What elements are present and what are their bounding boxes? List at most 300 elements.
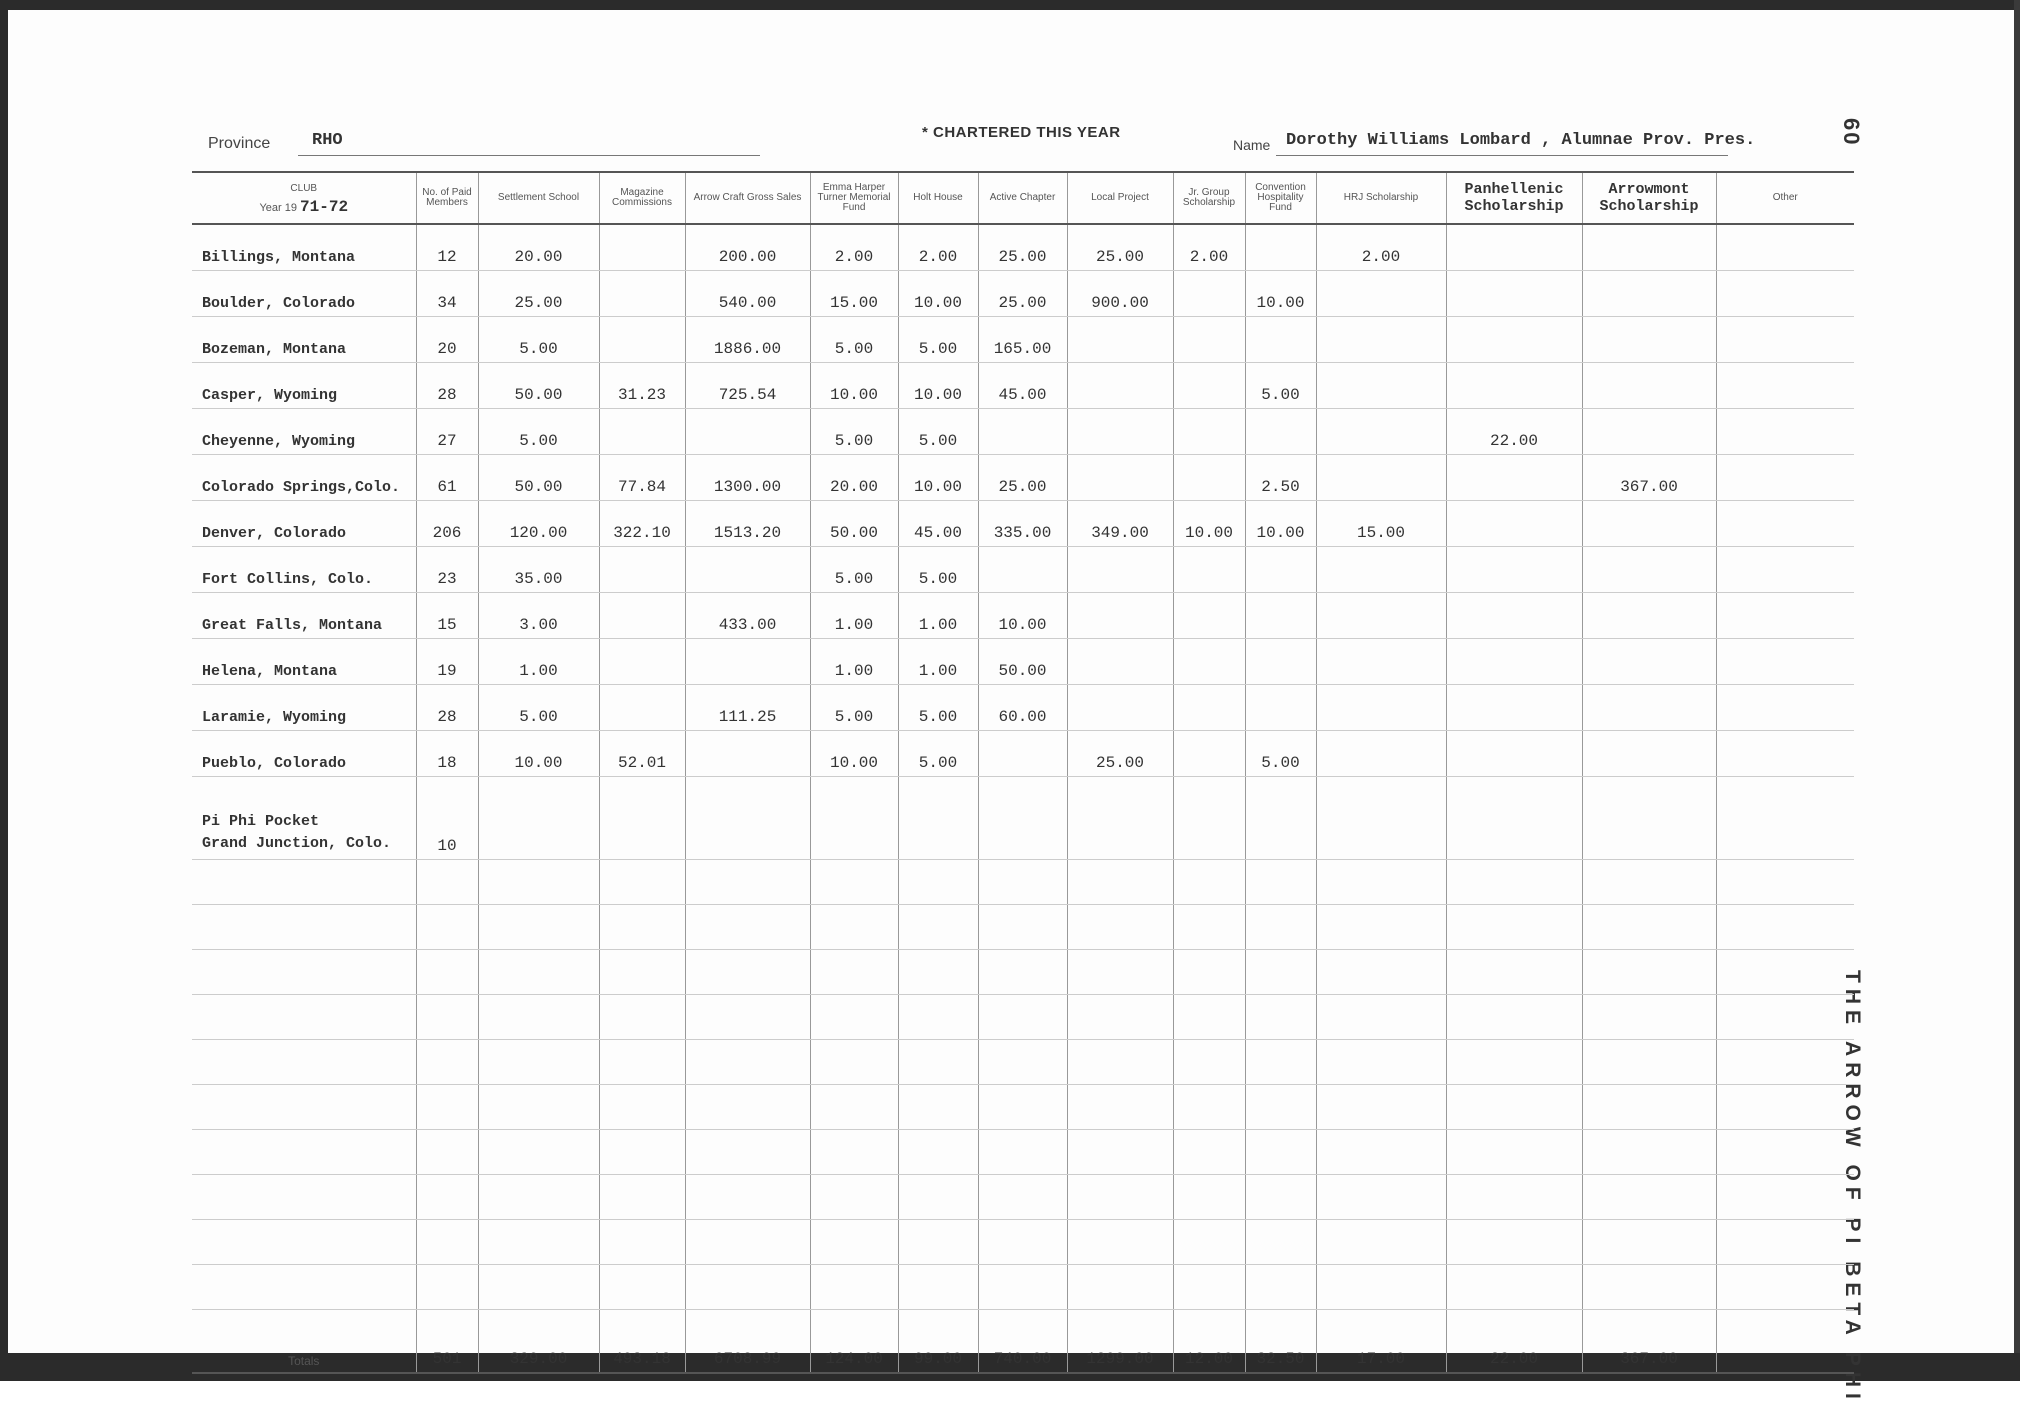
club-name: Great Falls, Montana [192, 593, 416, 639]
table-cell: 10.00 [1245, 271, 1316, 317]
empty-cell [416, 950, 478, 995]
table-cell [1173, 317, 1245, 363]
province-underline [298, 155, 760, 156]
table-cell: 20 [416, 317, 478, 363]
empty-cell [599, 1265, 685, 1310]
table-cell: 50.00 [810, 501, 898, 547]
club-name: Bozeman, Montana [192, 317, 416, 363]
table-cell [599, 547, 685, 593]
table-cell [1446, 731, 1582, 777]
table-cell: 5.00 [898, 731, 978, 777]
table-cell [1173, 455, 1245, 501]
empty-cell [685, 950, 810, 995]
table-row [192, 593, 1854, 639]
empty-cell [478, 860, 599, 905]
table-cell [1316, 363, 1446, 409]
table-row [192, 777, 1854, 860]
table-cell [1446, 593, 1582, 639]
empty-cell [685, 905, 810, 950]
empty-cell [978, 1175, 1067, 1220]
empty-cell [1173, 1130, 1245, 1175]
table-cell [1067, 317, 1173, 363]
table-cell [685, 731, 810, 777]
table-cell [978, 777, 1067, 860]
empty-cell [1582, 1265, 1716, 1310]
table-cell: 15 [416, 593, 478, 639]
table-cell [1582, 224, 1716, 271]
table-row [192, 455, 1854, 501]
table-cell: 1.00 [478, 639, 599, 685]
club-name: Helena, Montana [192, 639, 416, 685]
table-cell [1067, 639, 1173, 685]
empty-row [192, 950, 1854, 995]
table-cell: 10.00 [898, 271, 978, 317]
name-label: Name [1233, 137, 1271, 153]
table-cell [1446, 639, 1582, 685]
table-cell: 34 [416, 271, 478, 317]
col-arrowmont-scholarship: Arrowmont Scholarship [1582, 172, 1716, 224]
table-cell: 25.00 [1067, 224, 1173, 271]
table-cell [1316, 639, 1446, 685]
table-cell: 19 [416, 639, 478, 685]
club-name: Casper, Wyoming [192, 363, 416, 409]
table-cell [1316, 547, 1446, 593]
table-cell [1446, 501, 1582, 547]
table-cell [1316, 271, 1446, 317]
club-header-label: CLUB [290, 182, 318, 194]
empty-cell [1446, 1040, 1582, 1085]
empty-cell [898, 995, 978, 1040]
col-emma-harper-turner-fund: Emma Harper Turner Memorial Fund [810, 172, 898, 224]
table-cell: 25.00 [978, 455, 1067, 501]
table-cell: 35.00 [478, 547, 599, 593]
table-row [192, 501, 1854, 547]
table-cell [1316, 777, 1446, 860]
empty-cell [599, 860, 685, 905]
table-cell [1582, 409, 1716, 455]
empty-cell [898, 1265, 978, 1310]
empty-cell [1582, 1040, 1716, 1085]
table-row [192, 363, 1854, 409]
totals-label: Totals [192, 1310, 416, 1374]
table-cell: 5.00 [478, 685, 599, 731]
name-underline [1276, 155, 1728, 156]
empty-cell [478, 995, 599, 1040]
table-cell [1173, 547, 1245, 593]
table-cell: 1.00 [810, 593, 898, 639]
empty-cell [1245, 1085, 1316, 1130]
empty-row [192, 1130, 1854, 1175]
empty-cell [416, 905, 478, 950]
empty-row [192, 1175, 1854, 1220]
table-cell: 50.00 [478, 363, 599, 409]
table-cell [1245, 593, 1316, 639]
table-cell: 5.00 [898, 409, 978, 455]
table-cell: 367.00 [1582, 455, 1716, 501]
table-cell [1316, 685, 1446, 731]
empty-cell [1173, 1265, 1245, 1310]
table-cell [478, 777, 599, 860]
table-cell: 15.00 [1316, 501, 1446, 547]
total-cell: 740.00 [978, 1310, 1067, 1374]
empty-cell [192, 1265, 416, 1310]
empty-cell [1245, 1265, 1316, 1310]
table-cell [1582, 685, 1716, 731]
table-cell: 20.00 [810, 455, 898, 501]
table-cell: 335.00 [978, 501, 1067, 547]
table-cell [1316, 455, 1446, 501]
table-cell: 2.50 [1245, 455, 1316, 501]
empty-cell [1716, 1130, 1854, 1175]
table-cell [1716, 685, 1854, 731]
table-cell [1582, 639, 1716, 685]
total-cell [1716, 1310, 1854, 1374]
empty-cell [685, 1040, 810, 1085]
empty-cell [416, 860, 478, 905]
table-cell: 5.00 [810, 547, 898, 593]
empty-cell [898, 1220, 978, 1265]
empty-cell [978, 860, 1067, 905]
table-cell [1316, 317, 1446, 363]
empty-cell [416, 1175, 478, 1220]
empty-cell [599, 950, 685, 995]
table-cell: 165.00 [978, 317, 1067, 363]
empty-cell [1582, 950, 1716, 995]
table-cell: 5.00 [478, 409, 599, 455]
table-cell: 5.00 [898, 547, 978, 593]
table-cell [1582, 731, 1716, 777]
table-row [192, 685, 1854, 731]
table-cell: 725.54 [685, 363, 810, 409]
empty-cell [1067, 1085, 1173, 1130]
table-cell [1716, 593, 1854, 639]
empty-cell [1446, 1085, 1582, 1130]
table-cell: 206 [416, 501, 478, 547]
empty-cell [599, 995, 685, 1040]
table-cell: 2.00 [1316, 224, 1446, 271]
table-cell [599, 593, 685, 639]
empty-cell [1582, 860, 1716, 905]
table-cell: 5.00 [810, 685, 898, 731]
table-cell [685, 547, 810, 593]
total-cell: 367.00 [1582, 1310, 1716, 1374]
table-cell [599, 777, 685, 860]
table-cell [1245, 317, 1316, 363]
empty-cell [1446, 1265, 1582, 1310]
name-value: Dorothy Williams Lombard , Alumnae Prov. Pres. [1286, 131, 1756, 150]
empty-cell [685, 1220, 810, 1265]
table-cell [1067, 593, 1173, 639]
club-name: Cheyenne, Wyoming [192, 409, 416, 455]
club-name: Pi Phi Pocket Grand Junction, Colo. [192, 777, 416, 860]
empty-cell [810, 860, 898, 905]
empty-cell [978, 1130, 1067, 1175]
empty-cell [478, 1175, 599, 1220]
total-cell: 6708.99 [685, 1310, 810, 1374]
empty-cell [1446, 1220, 1582, 1265]
table-cell [1716, 224, 1854, 271]
total-cell: 22.00 [1446, 1310, 1582, 1374]
empty-cell [478, 905, 599, 950]
empty-cell [599, 1220, 685, 1265]
table-cell: 61 [416, 455, 478, 501]
empty-cell [1316, 1040, 1446, 1085]
year-field [192, 197, 416, 216]
table-cell [1446, 777, 1582, 860]
table-cell [1716, 639, 1854, 685]
empty-cell [1716, 860, 1854, 905]
empty-cell [810, 995, 898, 1040]
empty-cell [978, 905, 1067, 950]
table-cell [1245, 777, 1316, 860]
table-cell [1446, 363, 1582, 409]
club-name: Boulder, Colorado [192, 271, 416, 317]
totals-row [192, 1310, 1854, 1374]
table-cell: 15.00 [810, 271, 898, 317]
empty-cell [416, 1265, 478, 1310]
table-cell [1716, 501, 1854, 547]
empty-row [192, 1220, 1854, 1265]
table-cell [978, 731, 1067, 777]
table-cell [1716, 363, 1854, 409]
table-cell: 10 [416, 777, 478, 860]
table-cell: 322.10 [599, 501, 685, 547]
table-cell: 77.84 [599, 455, 685, 501]
club-name: Colorado Springs,Colo. [192, 455, 416, 501]
table-cell: 50.00 [978, 639, 1067, 685]
empty-cell [1716, 1040, 1854, 1085]
table-cell: 200.00 [685, 224, 810, 271]
empty-row [192, 1085, 1854, 1130]
empty-cell [1582, 1175, 1716, 1220]
scan-border-top [0, 0, 2020, 10]
province-label: Province [208, 135, 271, 152]
table-cell: 349.00 [1067, 501, 1173, 547]
club-name: Denver, Colorado [192, 501, 416, 547]
table-cell [1582, 593, 1716, 639]
table-cell [1582, 271, 1716, 317]
col-magazine-commissions: Magazine Commissions [599, 172, 685, 224]
col-panhellenic-scholarship: Panhellenic Scholarship [1446, 172, 1582, 224]
table-cell [1582, 363, 1716, 409]
empty-cell [1582, 1130, 1716, 1175]
empty-cell [1067, 1040, 1173, 1085]
empty-cell [1067, 1130, 1173, 1175]
empty-cell [810, 1040, 898, 1085]
empty-cell [1446, 860, 1582, 905]
empty-cell [685, 995, 810, 1040]
table-cell [898, 777, 978, 860]
total-cell: 17.00 [1316, 1310, 1446, 1374]
table-cell [1173, 363, 1245, 409]
table-cell: 3.00 [478, 593, 599, 639]
table-cell [1245, 639, 1316, 685]
empty-cell [810, 950, 898, 995]
table-cell: 45.00 [978, 363, 1067, 409]
empty-cell [810, 1085, 898, 1130]
empty-cell [599, 905, 685, 950]
empty-cell [978, 1085, 1067, 1130]
table-cell: 31.23 [599, 363, 685, 409]
empty-row [192, 1040, 1854, 1085]
table-cell: 1886.00 [685, 317, 810, 363]
empty-cell [1446, 1175, 1582, 1220]
empty-cell [478, 950, 599, 995]
table-cell [1173, 685, 1245, 731]
table-cell [978, 409, 1067, 455]
empty-cell [1316, 860, 1446, 905]
empty-cell [685, 1085, 810, 1130]
col-arrow-craft: Arrow Craft Gross Sales [685, 172, 810, 224]
table-cell [599, 409, 685, 455]
table-cell [685, 409, 810, 455]
empty-cell [1067, 1220, 1173, 1265]
empty-cell [1245, 950, 1316, 995]
table-cell [1245, 224, 1316, 271]
scan-border-left [0, 0, 8, 1381]
table-cell [1716, 409, 1854, 455]
empty-cell [1173, 1220, 1245, 1265]
empty-cell [898, 1085, 978, 1130]
empty-cell [1316, 1085, 1446, 1130]
page-number: 60 [1839, 118, 1864, 147]
empty-cell [192, 1130, 416, 1175]
empty-cell [810, 1175, 898, 1220]
table-cell [1067, 409, 1173, 455]
table-cell [1173, 777, 1245, 860]
empty-cell [1316, 1130, 1446, 1175]
table-cell: 12 [416, 224, 478, 271]
table-cell: 10.00 [978, 593, 1067, 639]
empty-cell [599, 1175, 685, 1220]
table-body [192, 224, 1854, 1373]
empty-cell [416, 1040, 478, 1085]
total-cell: 124.00 [810, 1310, 898, 1374]
empty-cell [192, 1220, 416, 1265]
empty-cell [1316, 995, 1446, 1040]
col-settlement-school: Settlement School [478, 172, 599, 224]
contributions-table [192, 171, 1854, 1374]
table-cell [1582, 501, 1716, 547]
empty-cell [1245, 995, 1316, 1040]
chartered-note: * CHARTERED THIS YEAR [922, 124, 1121, 141]
empty-cell [1716, 1085, 1854, 1130]
empty-cell [898, 950, 978, 995]
total-cell: 493.18 [599, 1310, 685, 1374]
empty-cell [1173, 1085, 1245, 1130]
table-cell [1316, 593, 1446, 639]
table-cell: 1513.20 [685, 501, 810, 547]
table-cell: 10.00 [810, 363, 898, 409]
table-cell [1173, 409, 1245, 455]
empty-cell [1446, 905, 1582, 950]
table-cell [1067, 685, 1173, 731]
table-cell [599, 224, 685, 271]
year-value: 71-72 [300, 197, 349, 216]
header-row [192, 172, 1854, 224]
table-cell: 25.00 [978, 224, 1067, 271]
empty-cell [478, 1040, 599, 1085]
col-jr-group-scholarship: Jr. Group Scholarship [1173, 172, 1245, 224]
table-cell: 25.00 [478, 271, 599, 317]
table-row [192, 547, 1854, 593]
empty-cell [978, 1265, 1067, 1310]
table-row [192, 317, 1854, 363]
table-row [192, 731, 1854, 777]
empty-cell [1716, 1265, 1854, 1310]
province-value: RHO [312, 131, 343, 150]
empty-cell [1316, 1265, 1446, 1310]
empty-cell [1173, 995, 1245, 1040]
club-header [192, 172, 416, 224]
table-cell [1316, 731, 1446, 777]
table-cell: 2.00 [810, 224, 898, 271]
empty-cell [1245, 1040, 1316, 1085]
empty-cell [599, 1040, 685, 1085]
table-cell: 23 [416, 547, 478, 593]
table-cell: 18 [416, 731, 478, 777]
table-cell [1173, 639, 1245, 685]
table-cell: 5.00 [898, 317, 978, 363]
empty-cell [478, 1265, 599, 1310]
empty-cell [898, 1130, 978, 1175]
table-cell: 5.00 [898, 685, 978, 731]
empty-cell [685, 1265, 810, 1310]
total-cell: 32.50 [1245, 1310, 1316, 1374]
table-cell [599, 271, 685, 317]
empty-cell [1173, 860, 1245, 905]
table-cell [810, 777, 898, 860]
table-cell: 5.00 [1245, 363, 1316, 409]
empty-cell [978, 950, 1067, 995]
col-local-project: Local Project [1067, 172, 1173, 224]
table-cell [1245, 685, 1316, 731]
table-cell: 20.00 [478, 224, 599, 271]
total-cell: 501 [416, 1310, 478, 1374]
table-cell: 22.00 [1446, 409, 1582, 455]
empty-cell [1582, 1220, 1716, 1265]
empty-cell [192, 1085, 416, 1130]
empty-row [192, 860, 1854, 905]
club-name: Pueblo, Colorado [192, 731, 416, 777]
table-cell: 28 [416, 685, 478, 731]
table-cell [599, 317, 685, 363]
total-cell: 99.00 [898, 1310, 978, 1374]
table-cell [1173, 271, 1245, 317]
empty-cell [685, 860, 810, 905]
empty-cell [1245, 905, 1316, 950]
table-cell: 2.00 [898, 224, 978, 271]
table-cell [1446, 317, 1582, 363]
total-cell: 1299.00 [1067, 1310, 1173, 1374]
table-cell [1446, 224, 1582, 271]
empty-cell [685, 1130, 810, 1175]
empty-cell [1316, 905, 1446, 950]
table-cell: 5.00 [1245, 731, 1316, 777]
table-cell [1716, 777, 1854, 860]
empty-row [192, 995, 1854, 1040]
empty-cell [1582, 995, 1716, 1040]
empty-cell [1716, 905, 1854, 950]
empty-cell [1582, 905, 1716, 950]
empty-cell [1173, 1040, 1245, 1085]
table-cell [1173, 593, 1245, 639]
table-cell: 2.00 [1173, 224, 1245, 271]
empty-cell [192, 1175, 416, 1220]
empty-cell [978, 1220, 1067, 1265]
empty-cell [1245, 1220, 1316, 1265]
col-hrj-scholarship: HRJ Scholarship [1316, 172, 1446, 224]
